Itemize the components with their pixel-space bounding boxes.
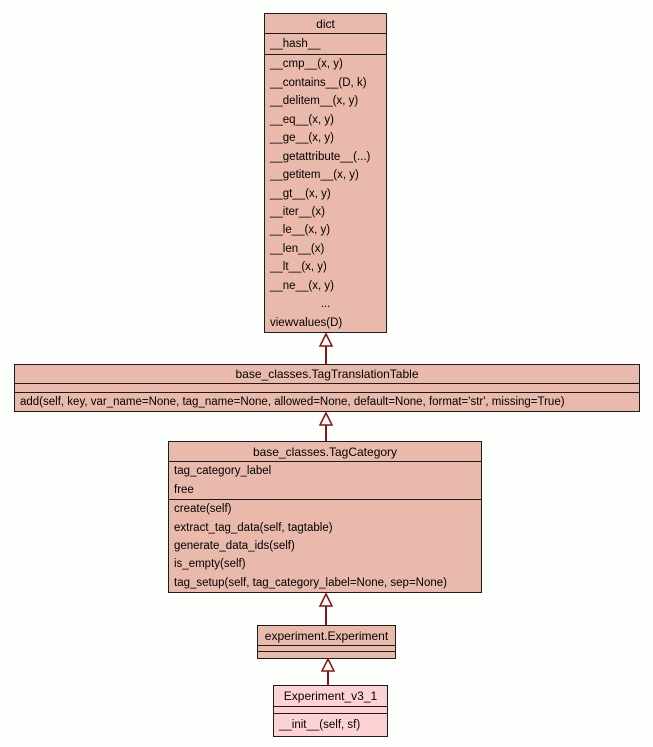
method-row: __init__(self, sf) (279, 719, 361, 731)
methods-compartment (265, 55, 386, 332)
class-box-experiment (257, 625, 396, 659)
methods-compartment (15, 393, 639, 411)
ellipsis-row: ... (320, 298, 331, 311)
attributes-compartment (274, 707, 387, 714)
method-row: __contains__(D, k) (270, 76, 367, 89)
generalization-arrowhead-icon (319, 333, 333, 347)
method-row: extract_tag_data(self, tagtable) (174, 521, 333, 534)
attribute-row: __hash__ (270, 38, 321, 50)
method-row: is_empty(self) (174, 558, 246, 571)
class-box-experiment-v3-1 (273, 685, 388, 737)
generalization-arrowhead-icon (319, 412, 333, 426)
class-title: Experiment_v3_1 (274, 686, 387, 707)
generalization-arrowhead-icon (321, 658, 335, 672)
inheritance-line (325, 606, 327, 625)
attribute-row: tag_category_label (174, 465, 272, 478)
method-row: __getattribute__(...) (270, 150, 371, 163)
attributes-compartment (169, 462, 481, 500)
inheritance-line (325, 346, 327, 364)
class-box-tag-translation-table (14, 364, 640, 412)
class-title: base_classes.TagTranslationTable (15, 365, 639, 384)
class-box-dict (264, 13, 387, 333)
method-row: __le__(x, y) (270, 224, 331, 237)
attributes-compartment (265, 34, 386, 55)
method-row: __ge__(x, y) (270, 132, 334, 145)
method-row: tag_setup(self, tag_category_label=None, sep=None) (174, 576, 447, 589)
method-row: __delitem__(x, y) (270, 95, 359, 108)
method-row: generate_data_ids(self) (174, 540, 295, 553)
attributes-compartment (15, 384, 639, 393)
inheritance-line (327, 671, 329, 685)
generalization-arrowhead-icon (319, 593, 333, 607)
class-title: base_classes.TagCategory (169, 442, 481, 462)
class-title: dict (265, 14, 386, 34)
method-row: viewvalues(D) (270, 316, 343, 329)
class-title: experiment.Experiment (258, 626, 395, 646)
methods-compartment (274, 714, 387, 736)
method-row: __eq__(x, y) (270, 113, 334, 126)
method-row: __getitem__(x, y) (270, 169, 359, 182)
method-row: __len__(x) (270, 242, 325, 255)
method-row: create(self) (174, 503, 232, 516)
inheritance-line (325, 425, 327, 441)
method-row: __iter__(x) (270, 205, 325, 218)
method-row: __ne__(x, y) (270, 279, 334, 292)
class-box-tag-category (168, 441, 482, 593)
method-row: add(self, key, var_name=None, tag_name=None, allowed=None, default=None, format='str', missing=True) (20, 396, 565, 408)
method-row: __gt__(x, y) (270, 187, 331, 200)
method-row: __lt__(x, y) (270, 261, 327, 274)
attribute-row: free (174, 483, 194, 496)
method-row: __cmp__(x, y) (270, 58, 343, 71)
methods-compartment (169, 500, 481, 592)
